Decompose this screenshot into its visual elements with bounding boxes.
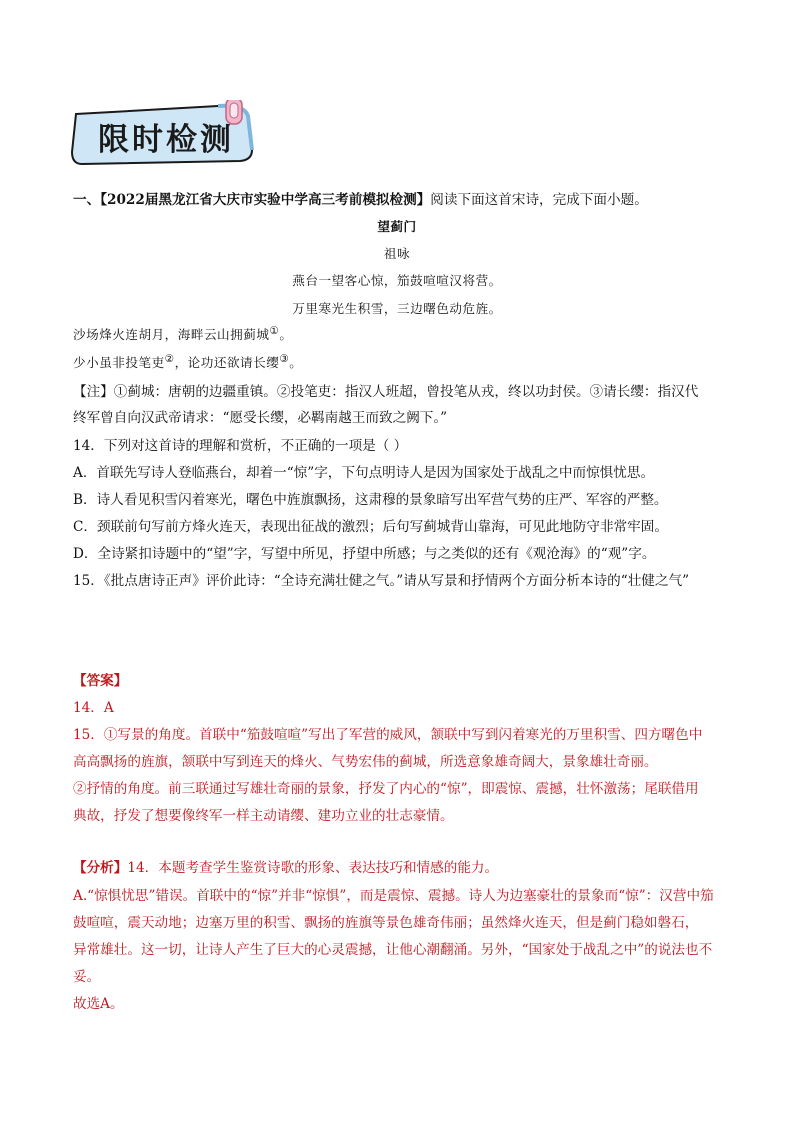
badge-title: 限时检测 [98, 122, 234, 158]
analysis-line-4: 妥。 [73, 969, 101, 985]
q14-stem: 14．下列对这首诗的理解和赏析，不正确的一项是（ ） [73, 438, 408, 454]
analysis-label: 【分析】 [73, 860, 128, 876]
q14-option-a: A．首联先写诗人登临燕台，却着一“惊”字，下句点明诗人是因为国家处于战乱之中而惊惧忧思。 [73, 465, 655, 481]
analysis-line-1: A.“惊惧忧思”错误。首联中的“惊”并非“惊惧”，而是震惊、震撼。诗人为边塞豪壮的景象而“惊”：汉营中笳 [73, 888, 714, 904]
section-title-badge [68, 100, 264, 166]
answer-15-line-1: 15．①写景的角度。首联中“笳鼓喧喧”写出了军营的威风，颔联中写到闪着寒光的万里积雪、四方曙色中 [73, 727, 703, 743]
analysis-line-2: 鼓喧喧，震天动地；边塞万里的积雪、飘扬的旌旗等景色雄奇伟丽；虽然烽火连天，但是蓟门稳如磐石， [73, 915, 699, 931]
footnote-marker: ① [269, 324, 280, 337]
analysis-conclusion: 故选A。 [73, 996, 124, 1012]
analysis-header [73, 856, 498, 876]
poem-line-4: 少小虽非投笔吏②，论功还欲请长缨③。 [73, 352, 303, 370]
q14-option-c: C．颈联前句写前方烽火连天，表现出征战的激烈；后句写蓟城背山靠海，可见此地防守非常牢固。 [73, 519, 668, 535]
footnote-marker: ③ [279, 352, 290, 365]
analysis-intro: 14．本题考查学生鉴赏诗歌的形象、表达技巧和情感的能力。 [127, 860, 499, 876]
answer-15-line-4: 典故，抒发了想要像终军一样主动请缨、建功立业的壮志豪情。 [73, 808, 454, 824]
poem-title: 望蓟门 [377, 219, 417, 234]
q15-stem: 15．《批点唐诗正声》评价此诗：“全诗充满壮健之气。”请从写景和抒情两个方面分析本诗的“壮健之气” [73, 573, 690, 589]
notes-line-1: 【注】①蓟城：唐朝的边疆重镇。②投笔吏：指汉人班超，曾投笔从戎，终以功封侯。③请长缨：指汉代 [73, 384, 699, 400]
answer-label: 【答案】 [73, 673, 128, 689]
question-source: 【2022届黑龙江省大庆市实验中学高三考前模拟检测】 [100, 192, 431, 208]
poem-author: 祖咏 [383, 246, 411, 261]
question-number: 一、 [73, 192, 101, 208]
q14-option-d: D．全诗紧扣诗题中的“望”字，写望中所见，抒望中所感；与之类似的还有《观沧海》的“观”字。 [73, 546, 656, 562]
poem-line-3: 沙场烽火连胡月，海畔云山拥蓟城①。 [73, 324, 293, 342]
analysis-line-3: 异常雄壮。这一切，让诗人产生了巨大的心灵震撼，让他心潮翻涌。另外，“国家处于战乱之中”的说法也不 [73, 942, 713, 958]
answer-15-line-3: ②抒情的角度。前三联通过写雄壮奇丽的景象，抒发了内心的“惊”，即震惊、震撼，壮怀激荡；尾联借用 [73, 781, 699, 797]
answer-15-line-2: 高高飘扬的旌旗，颔联中写到连天的烽火、气势宏伟的蓟城，所选意象雄奇阔大，景象雄壮奇丽。 [73, 754, 658, 770]
poem-line-2: 万里寒光生积雪，三边曙色动危旌。 [292, 301, 502, 316]
poem-line-1: 燕台一望客心惊，笳鼓喧喧汉将营。 [292, 273, 502, 288]
question-1-header [73, 188, 648, 208]
answer-14: 14．A [73, 700, 114, 716]
notes-line-2: 终军曾自向汉武帝请求：“愿受长缨，必羁南越王而致之阙下。” [73, 410, 448, 426]
question-instruction: 阅读下面这首宋诗，完成下面小题。 [430, 192, 648, 208]
q14-option-b: B．诗人看见积雪闪着寒光，曙色中旌旗飘扬，这肃穆的景象暗写出军营气势的庄严、军容的严整。 [73, 492, 668, 508]
footnote-marker: ② [164, 352, 175, 365]
